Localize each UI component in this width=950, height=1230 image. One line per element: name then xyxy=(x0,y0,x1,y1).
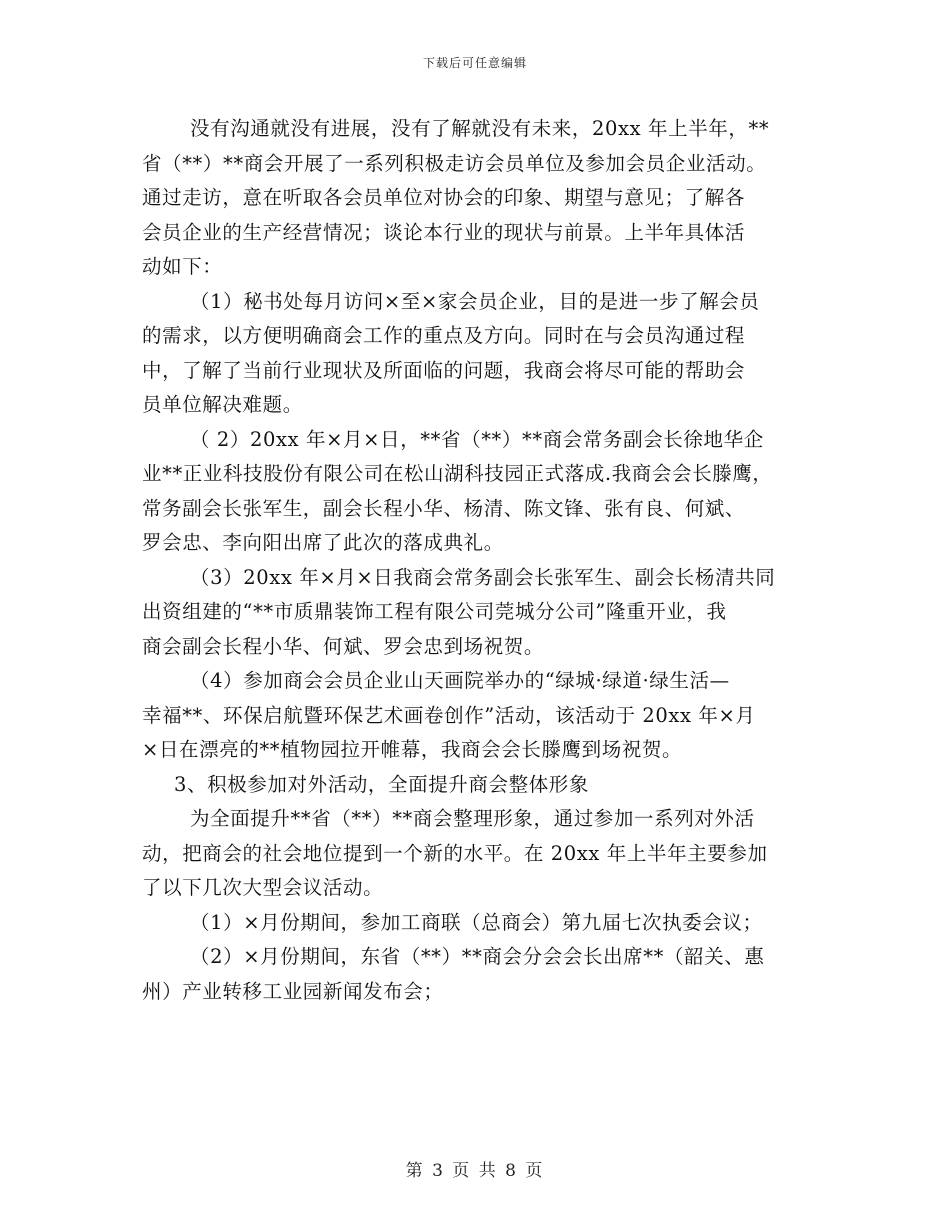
body-line: 了以下几次大型会议活动。 xyxy=(142,876,384,899)
body-line: ×日在漂亮的**植物园拉开帷幕，我商会会长滕鹰到场祝贺。 xyxy=(142,738,683,761)
body-line: 罗会忠、李向阳出席了此次的落成典礼。 xyxy=(142,531,504,554)
body-line: 动，把商会的社会地位提到一个新的水平。在 20xx 年上半年主要参加 xyxy=(142,841,768,865)
body-line: 没有沟通就没有进展，没有了解就没有未来，20xx 年上半年，** xyxy=(190,117,770,140)
body-line: 商会副会长程小华、何斌、罗会忠到场祝贺。 xyxy=(142,634,545,658)
body-line: 幸福**、环保启航暨环保艺术画卷创作”活动，该活动于 20xx 年×月 xyxy=(142,703,756,727)
body-line: （3）20xx 年×月×日我商会常务副会长张军生、副会长杨清共同 xyxy=(190,565,776,589)
body-line: （2）×月份期间，东省（**）**商会分会会长出席**（韶关、惠 xyxy=(190,945,765,968)
body-line: （4）参加商会会员企业山天画院举办的“绿城·绿道·绿生活— xyxy=(190,669,730,692)
document-body xyxy=(142,112,822,1009)
body-line: 州）产业转移工业园新闻发布会； xyxy=(142,979,444,1003)
body-line: 省（**）**商会开展了一系列积极走访会员单位及参加会员企业活动。 xyxy=(142,151,767,175)
body-line: 出资组建的“**市质鼎装饰工程有限公司莞城分公司”隆重开业，我 xyxy=(142,600,727,623)
body-line: （1）秘书处每月访问×至×家会员企业，目的是进一步了解会员 xyxy=(190,289,760,313)
body-line: 通过走访，意在听取各会员单位对协会的印象、期望与意见；了解各 xyxy=(142,186,746,209)
body-line: 会员企业的生产经营情况；谈论本行业的现状与前景。上半年具体活 xyxy=(142,220,746,244)
body-line: （ 2）20xx 年×月×日，**省（**）**商会常务副会长徐地华企 xyxy=(190,427,764,451)
body-line: 为全面提升**省（**）**商会整理形象，通过参加一系列对外活 xyxy=(190,807,755,830)
section-heading: 3、积极参加对外活动，全面提升商会整体形象 xyxy=(174,772,590,796)
page-number-footer: 第 3 页 共 8 页 xyxy=(405,1161,545,1181)
body-line: 员单位解决难题。 xyxy=(142,393,303,416)
body-line: 业**正业科技股份有限公司在松山湖科技园正式落成.我商会会长滕鹰， xyxy=(142,462,773,485)
body-line: 动如下： xyxy=(142,255,223,278)
body-line: 中，了解了当前行业现状及所面临的问题，我商会将尽可能的帮助会 xyxy=(142,358,746,382)
page-header: 下载后可任意编辑 xyxy=(422,56,527,70)
body-line: 的需求，以方便明确商会工作的重点及方向。同时在与会员沟通过程 xyxy=(142,324,746,347)
body-line: 常务副会长张军生，副会长程小华、杨清、陈文锋、张有良、何斌、 xyxy=(142,496,746,520)
body-line: （1）×月份期间，参加工商联（总商会）第九届七次执委会议； xyxy=(190,910,763,934)
